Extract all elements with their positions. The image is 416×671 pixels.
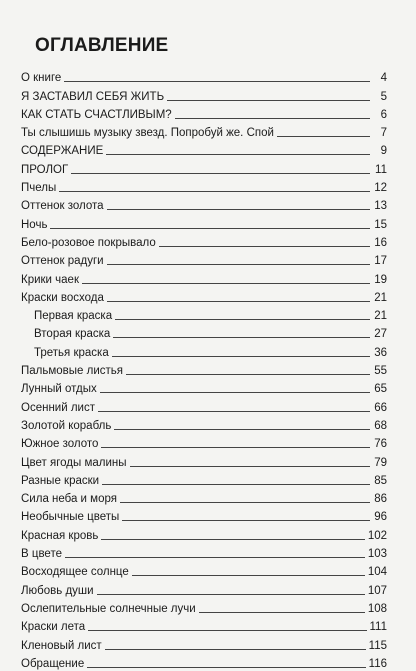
toc-entry-title: КАК СТАТЬ СЧАСТЛИВЫМ? (21, 108, 172, 121)
toc-entry (21, 579, 387, 597)
toc-page-number: 116 (368, 657, 387, 670)
toc-entry-title: Восходящее солнце (21, 566, 129, 579)
toc-page-number: 108 (367, 602, 387, 615)
toc-leader-line (88, 630, 366, 631)
toc-entry (21, 470, 387, 488)
toc-page-number: 27 (374, 328, 387, 341)
toc-entry-title: Ночь (21, 218, 48, 231)
toc-leader-line (113, 337, 370, 338)
toc-page-number: 21 (374, 310, 387, 323)
toc-page-number: 96 (374, 511, 387, 524)
toc-entry (21, 433, 387, 451)
toc-page-number: 65 (374, 383, 387, 396)
toc-page-number: 17 (374, 255, 387, 268)
toc-page-number: 12 (374, 182, 387, 195)
toc-entry-title: Оттенок радуги (21, 255, 104, 268)
toc-entry (21, 213, 387, 231)
toc-entry-title: Золотой корабль (21, 419, 112, 432)
toc-page-number: 55 (374, 365, 387, 378)
toc-entry-title: Лунный отдых (21, 383, 97, 396)
toc-entry (21, 67, 387, 85)
toc-leader-line (106, 154, 370, 155)
toc-entry (21, 451, 387, 469)
toc-leader-line (59, 191, 370, 192)
toc-leader-line (82, 283, 370, 284)
toc-entry-title: Первая краска (34, 310, 113, 323)
toc-entry-title: Ослепительные солнечные лучи (21, 602, 196, 615)
toc-entry-title: Бело-розовое покрывало (21, 236, 156, 249)
toc-entry (21, 598, 387, 616)
toc-leader-line (130, 466, 371, 467)
toc-entry-title: Цвет ягоды малины (21, 456, 127, 469)
toc-leader-line (100, 392, 370, 393)
toc-leader-line (175, 118, 370, 119)
toc-entry-title: Обращение (21, 657, 85, 670)
toc-page-number: 19 (374, 273, 387, 286)
toc-subentry (21, 341, 387, 359)
toc-entry (21, 177, 387, 195)
toc-entry (21, 488, 387, 506)
toc-leader-line (199, 612, 365, 613)
toc-page-number: 79 (374, 456, 387, 469)
toc-leader-line (98, 411, 370, 412)
toc-entry-title: Оттенок золота (21, 200, 104, 213)
toc-entry (21, 232, 387, 250)
toc-entry (21, 653, 387, 671)
toc-entry-title: Кленовый лист (21, 639, 102, 652)
toc-leader-line (97, 594, 365, 595)
toc-entry-title: Пальмовые листья (21, 365, 124, 378)
toc-page-number: 66 (374, 401, 387, 414)
toc-entry-title: Пчелы (21, 182, 57, 195)
toc-page-number: 103 (367, 548, 387, 561)
toc-entry (21, 634, 387, 652)
toc-leader-line (120, 502, 370, 503)
toc-page-number: 9 (380, 145, 387, 158)
toc-leader-line (102, 484, 370, 485)
toc-entry (21, 543, 387, 561)
toc-page-number: 11 (375, 163, 387, 176)
toc-entry-title: В цвете (21, 548, 62, 561)
toc-entry (21, 616, 387, 634)
toc-leader-line (101, 447, 370, 448)
table-of-contents (21, 67, 387, 671)
toc-leader-line (64, 81, 370, 82)
toc-entry-title: СОДЕРЖАНИЕ (21, 145, 104, 158)
toc-entry (21, 378, 387, 396)
toc-entry-title: Красная кровь (21, 529, 99, 542)
toc-entry (21, 122, 387, 140)
toc-entry (21, 396, 387, 414)
toc-entry-title: О книге (21, 72, 62, 85)
toc-page-number: 15 (374, 218, 387, 231)
page-title: ОГЛАВЛЕНИЕ (35, 35, 169, 56)
toc-entry (21, 158, 387, 176)
toc-leader-line (65, 557, 365, 558)
toc-leader-line (71, 173, 370, 174)
toc-leader-line (107, 264, 370, 265)
toc-page-number: 111 (369, 621, 387, 634)
toc-page-number: 102 (367, 529, 387, 542)
toc-entry-title: Третья краска (34, 346, 109, 359)
toc-subentry (21, 323, 387, 341)
toc-entry-title: ПРОЛОГ (21, 163, 69, 176)
toc-entry (21, 268, 387, 286)
toc-page-number: 85 (374, 474, 387, 487)
toc-page-number: 104 (367, 566, 387, 579)
toc-leader-line (126, 374, 370, 375)
toc-entry (21, 524, 387, 542)
toc-entry-title: Краски лета (21, 621, 86, 634)
toc-entry (21, 195, 387, 213)
toc-entry-title: Крики чаек (21, 273, 79, 286)
toc-entry (21, 85, 387, 103)
toc-entry (21, 415, 387, 433)
toc-page-number: 36 (374, 346, 387, 359)
toc-leader-line (101, 539, 364, 540)
toc-entry-title: Ты слышишь музыку звезд. Попробуй же. Спой (21, 127, 274, 140)
toc-page-number: 4 (380, 72, 387, 85)
toc-entry-title: Необычные цветы (21, 511, 120, 524)
toc-leader-line (107, 301, 370, 302)
toc-entry (21, 287, 387, 305)
toc-entry (21, 250, 387, 268)
toc-entry (21, 104, 387, 122)
toc-page-number: 107 (367, 584, 387, 597)
toc-entry-title: Вторая краска (34, 328, 111, 341)
toc-entry-title: Сила неба и моря (21, 493, 117, 506)
toc-entry (21, 506, 387, 524)
toc-page-number: 13 (374, 200, 387, 213)
toc-leader-line (277, 136, 370, 137)
toc-leader-line (132, 575, 365, 576)
toc-entry (21, 140, 387, 158)
toc-entry (21, 360, 387, 378)
toc-entry-title: Краски восхода (21, 291, 104, 304)
toc-entry-title: Любовь души (21, 584, 94, 597)
toc-leader-line (50, 228, 370, 229)
toc-entry-title: Разные краски (21, 474, 100, 487)
toc-leader-line (112, 356, 370, 357)
toc-page-number: 21 (374, 291, 387, 304)
toc-leader-line (167, 100, 370, 101)
toc-leader-line (114, 429, 370, 430)
toc-leader-line (122, 520, 370, 521)
toc-leader-line (115, 319, 370, 320)
toc-page-number: 68 (374, 419, 387, 432)
toc-leader-line (159, 246, 370, 247)
toc-page-number: 5 (380, 90, 387, 103)
toc-leader-line (87, 667, 365, 668)
toc-entry (21, 561, 387, 579)
toc-entry-title: Осенний лист (21, 401, 95, 414)
toc-page-number: 86 (374, 493, 387, 506)
toc-page-number: 7 (380, 127, 387, 140)
toc-page-number: 6 (380, 108, 387, 121)
toc-page-number: 115 (368, 639, 387, 652)
toc-page-number: 76 (374, 438, 387, 451)
toc-entry-title: Я ЗАСТАВИЛ СЕБЯ ЖИТЬ (21, 90, 165, 103)
toc-page-number: 16 (374, 236, 387, 249)
toc-leader-line (105, 649, 366, 650)
toc-leader-line (107, 209, 370, 210)
toc-entry-title: Южное золото (21, 438, 99, 451)
toc-subentry (21, 305, 387, 323)
